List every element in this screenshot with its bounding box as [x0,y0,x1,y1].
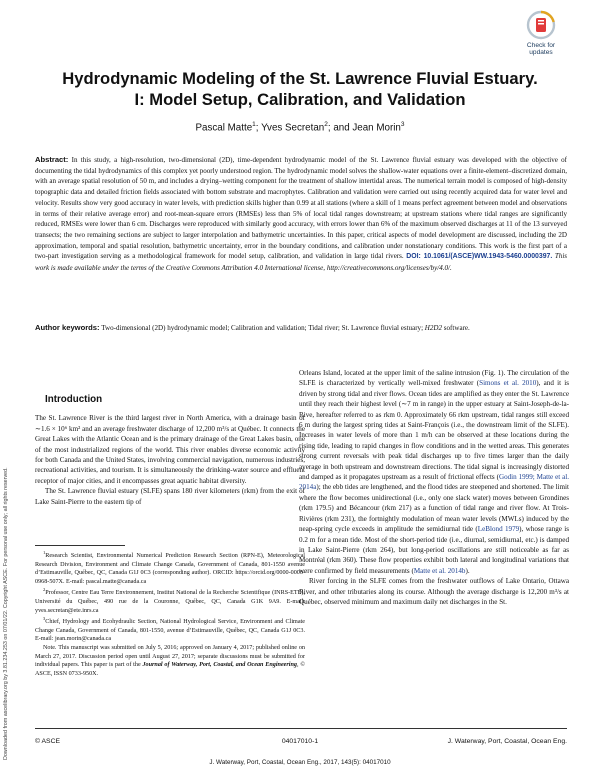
check-for-updates-badge[interactable] [518,10,564,68]
note-text: Note. This manuscript was submitted on July 5, 2016; approved on January 4, 2017; published online on March 27, 2017. Discussion period open until August 27, 2017; separate discussions must be submitted for individual papers. This paper is part of the [35,645,305,669]
abstract [35,155,567,274]
footer-page-id: 04017010-1 [281,738,319,745]
author-separator: ; [255,122,262,134]
footnote-text: Research Scientist, Environmental Numerical Prediction Research Section (RPN-E), Meteorological Research Division, Environment and Climate Change Canada, Government of Canada, 801-1550 avenue d’Estimauville, Québec, QC, Canada G1J 0C3 (corresponding author). ORCID: https://orcid.org/0000-0003-0968-507X. E-mail: pascal.matte@canada.ca [35,553,305,585]
text-run: ); the ebb tides are lengthened, and the flood tides are steepened and shortened. The limit where the flow becomes unidirectional (i.e., only one slack water) moves between Grondines (rkm 179.5) and Bécancour (rkm 217) as a function of tidal range and river flow. At Trois-Rivières (rkm 231), the fortnightly modulation of mean water levels (MWLs) induced by the neap-spring cycle exceeds in amplitude the semidiurnal tide ( [299,483,569,534]
footnotes [35,549,305,678]
footnote-3 [35,615,305,644]
keywords-tail: software. [442,324,470,332]
footer-copyright: © ASCE [35,738,61,745]
author-name: Pascal Matte [195,122,253,134]
footnote-text: Chief, Hydrology and Ecohydraulic Section, National Hydrological Service, Environment and Climate Change Canada, Government of Canada, 801-1550, avenue d’Estimauville, Québec, QC, Canada G1J 0C3. E-mail: jean.morin@canada.ca [35,619,305,643]
check-for-updates-icon [526,10,556,40]
abstract-text: In this study, a high-resolution, two-dimensional (2D), time-dependent hydrodynamic model of the St. Lawrence fluvial estuary was developed with the objective of documenting the tidal hydrodynamics of this complex yet poorly understood region. The hydrodynamic model solves the shallow-water equations over a finite-element–discretized domain, with an average spatial resolution of 50 m, and includes a drying–wetting component for the treatment of shallow intertidal areas. The numerical terrain model is composed of high-density topographic data and detailed friction fields associated with bottom substrate and macrophytes. Calibration and validation were carried out using recently acquired data for water level and velocity. Results show very good accuracy in water levels, with prediction skills higher than 0.99 at all stations (where a skill of 1 means perfect agreement between model and observations in terms of their relative average error) and root-mean-square errors (RMSEs) less than 5% of local tidal ranges downstream; at upstream stations where tidal ranges are significantly reduced, RMSEs were lower than 6 cm. Discharges were reproduced with similarly good accuracy, with errors lower than 6% of the maximum observed discharges at 11 of the 13 surveyed transects; the two remaining sections are subject to larger interpolation and bathymetric uncertainties. In this paper, critical aspects of model development are discussed, including the 2D approximation, temporal and spatial resolution, bathymetric uncertainty, error in the boundary conditions, and calibration under nonstationary conditions. This work is the first part of a two-part investigation serving as a methodological framework for model setup, calibration, and validation in large tidal rivers. [35,156,567,261]
footnote-text: Professor, Centre Eau Terre Environnement, Institut National de la Recherche Scientifique (INRS-ETE), Université du Québec, 490 rue de la Couronne, Québec, QC, Canada G1K 9A9. E-mail: yves.secretan@ete.inrs.ca [35,590,305,614]
citation-link[interactable]: LeBlond 1979 [477,525,520,534]
author-affiliation-mark: 1 [252,121,256,128]
footnote-mark: 3 [43,616,46,622]
keywords-label: Author keywords: [35,323,100,332]
body-paragraph [299,368,569,576]
journal-name: Journal of Waterway, Port, Coastal, and Ocean Engineering [142,662,297,669]
footnote-1 [35,549,305,586]
author-affiliation-mark: 2 [324,121,328,128]
right-column [299,368,569,607]
download-notice: Downloaded from ascelibrary.org by 3.81.234.253 on 07/01/22. Copyright ASCE. For personal use only; all rights reserved. [3,467,9,760]
footer-divider [35,728,567,729]
author-keywords [35,323,567,334]
citation-link[interactable]: Matte et al. 2014b [413,566,466,575]
author-affiliation-mark: 3 [400,121,405,128]
keywords-software: H2D2 [424,324,443,332]
footnote-mark: 2 [43,587,46,593]
footnote-2 [35,586,305,615]
footer-journal: J. Waterway, Port, Coastal, Ocean Eng. [447,738,567,745]
submission-note [35,644,305,678]
author-separator: ; and [327,122,353,134]
text-run: ), whose range is 0.2 m for a mean tide. Most of the short-period tide (i.e., diurnal, semidiurnal, etc.) is damped in Lake Saint-Pierre (rkm 264), but long-period oscillations are still noticeable as far as Montréal (rkm 360). These flow properties exhibit both lateral and longitudinal variations that were confirmed by field measurements ( [299,525,569,575]
text-run: Orleans Island, located at the upper limit of the saline intrusion (Fig. 1). The circulation of the SLFE is characterized by vertically well-mixed freshwater ( [299,369,569,388]
paper-title [30,68,570,110]
abstract-label: Abstract: [35,155,69,164]
intro-paragraph: The St. Lawrence fluvial estuary (SLFE) spans 180 river kilometers (rkm) from the exit of Lake Saint-Pierre to the eastern tip of [35,487,305,506]
text-run: ), and it is driven by strong tidal and river flows. Ocean tides are amplified as they enter the St. Lawrence until they reach their highest level (∼7 m in range) in the upper estuary at Saint-Joseph-de-la-Rive, hereafter referred to as rkm 0. Approximately 66 rkm upstream, tidal ranges still exceed 6 m during the largest spring tides at Saint-François (i.e., the downstream limit of the SLFE). Increases in water levels of more than 1 m/h can be observed at these locations during the rising tide, leading to rapid changes in flow conditions and in the wetted areas. This generates strong current reversals with peak tidal discharges up to five times larger than the daily average in both upstream and downstream directions. The tidal signal is increasingly distorted and damped as it propagates upstream as a result of frictional effects ( [299,379,569,482]
footnote-divider [35,545,125,546]
doi-link[interactable]: DOI: 10.1061/(ASCE)WW.1943-5460.0000397. [406,253,553,261]
title-line-1: Hydrodynamic Modeling of the St. Lawrence Fluvial Estuary. [62,69,538,88]
body-paragraph: River forcing in the SLFE comes from the freshwater outflows of Lake Ontario, Ottawa River, and other tributaries along its course. Although the average discharge is 12,200 m³/s at Québec, observed minimum and maximum daily net discharges in the St. [299,577,569,606]
author-list [30,121,570,133]
intro-paragraph: The St. Lawrence River is the third largest river in North America, with a drainage basin of ∼1.6 × 10⁶ km² and an average freshwater discharge of 12,200 m³/s at Québec. It connects the Great Lakes with the Atlantic Ocean and is the primary drainage of the Great Lakes basin, one of the most industrialized regions of the world. This river enables diverse economic activity for both Canada and the United States, involving commercial navigation, numerous industries, recreational activities, and tourism. It is simultaneously the drinking-water source and effluent receptor of major cities, and it encompasses great aquatic habitat diversity. [35,414,305,485]
footnote-mark: 1 [43,550,46,555]
citation-link[interactable]: Simons et al. 2010 [479,379,537,388]
author-name: Jean Morin [352,122,401,134]
left-column [35,395,305,507]
keywords-text: Two-dimensional (2D) hydrodynamic model; Calibration and validation; Tidal river; St. Lawrence fluvial estuary; [99,324,425,332]
note-text: , © ASCE, ISSN 0733-950X. [35,662,305,677]
badge-label-line1: Check for [526,42,556,49]
text-run: ). [465,566,470,575]
section-heading-introduction: Introduction [45,394,103,405]
license-statement: This work is made available under the terms of the Creative Commons Attribution 4.0 International license, http://creativecommons.org/licenses/by/4.0/. [35,252,568,273]
author-name: Yves Secretan [261,122,325,134]
footer-citation: J. Waterway, Port, Coastal, Ocean Eng., 2017, 143(5): 04017010 [209,759,391,766]
badge-label-line2: updates [529,49,553,57]
title-line-2: I: Model Setup, Calibration, and Validation [134,90,466,109]
citation-link[interactable]: Godin 1999; Matte et al. 2014a [299,473,570,492]
